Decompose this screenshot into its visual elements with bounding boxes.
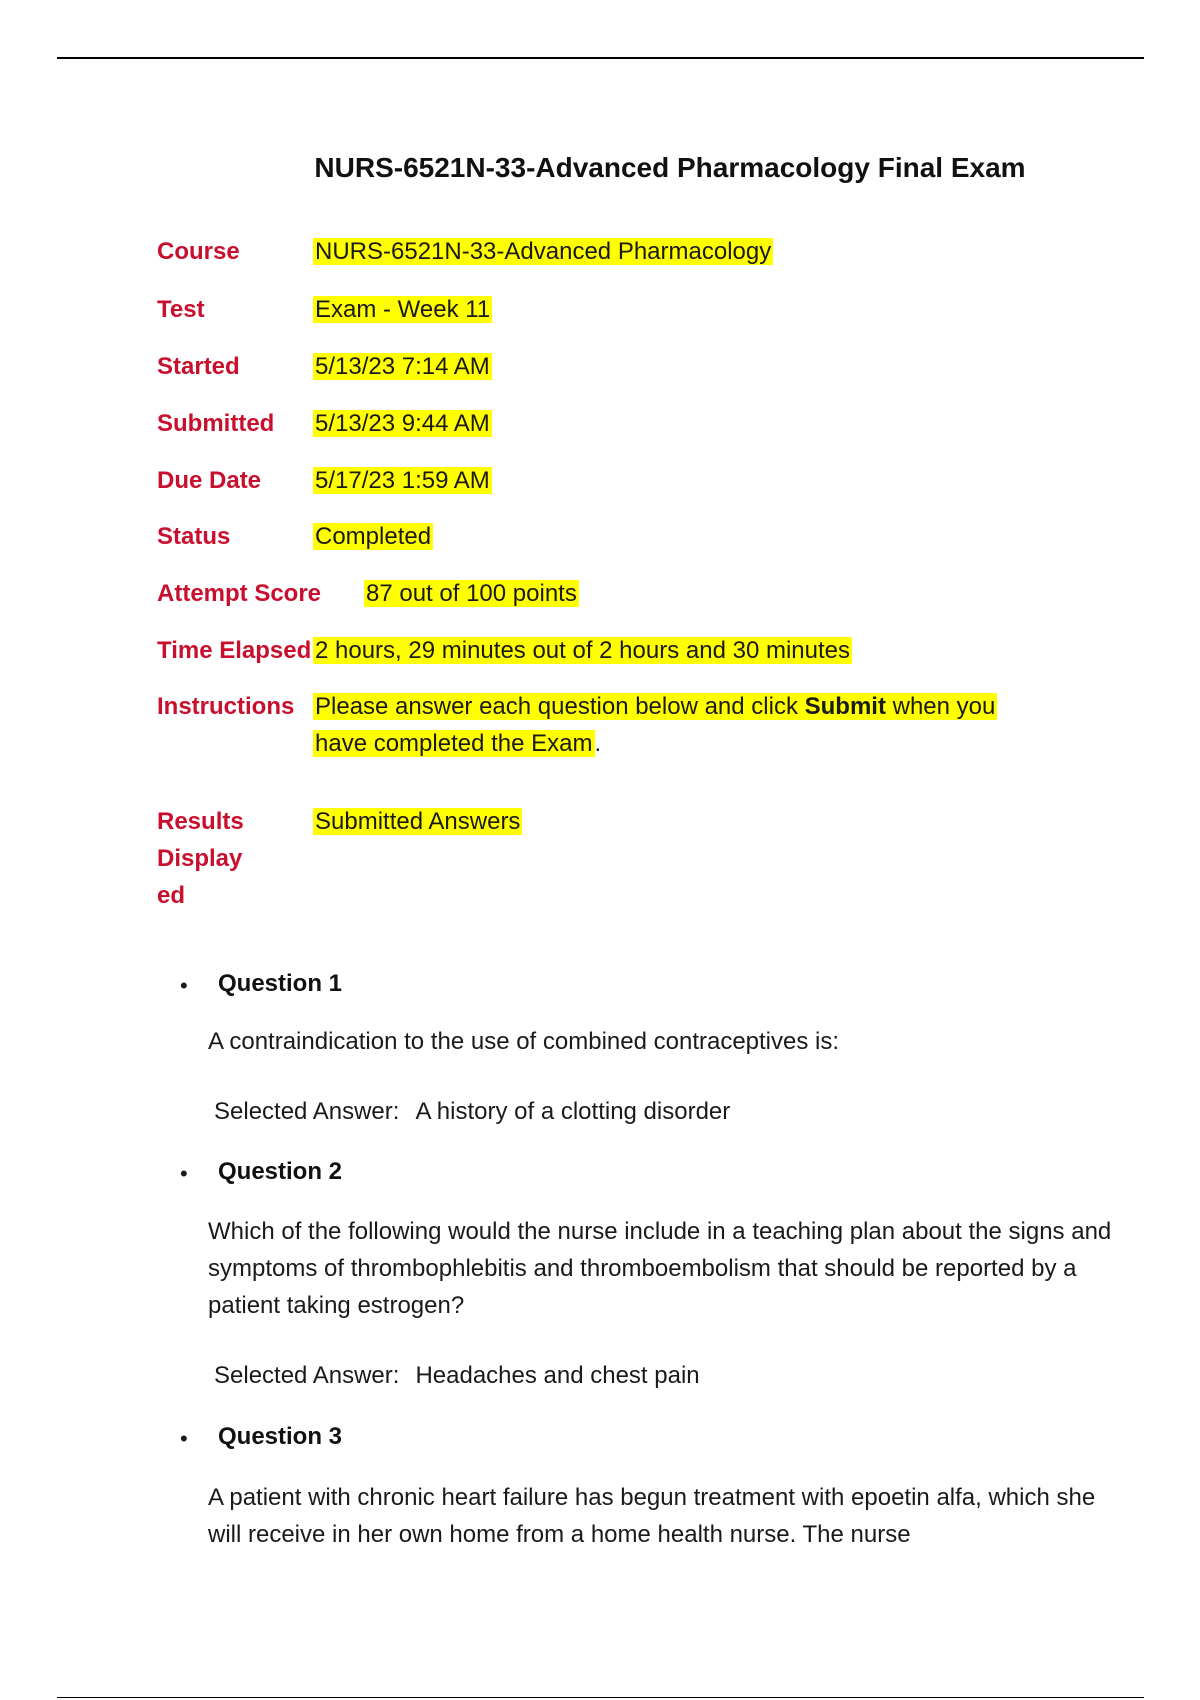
test-label: Test xyxy=(157,296,205,323)
results-displayed-label xyxy=(157,803,244,914)
instructions-period: . xyxy=(594,730,602,757)
question-2-answer-label: Selected Answer: xyxy=(214,1362,400,1389)
course-value-text: NURS-6521N-33-Advanced Pharmacology xyxy=(315,238,772,265)
results-displayed-value-text: Submitted Answers xyxy=(315,808,521,835)
due-date-label: Due Date xyxy=(157,467,262,494)
instructions-label: Instructions xyxy=(157,693,295,720)
question-1-answer xyxy=(214,1098,730,1126)
question-1-title: Question 1 xyxy=(218,970,343,997)
started-value-text: 5/13/23 7:14 AM xyxy=(315,353,490,380)
status-value xyxy=(313,518,433,555)
test-value-text: Exam - Week 11 xyxy=(315,296,491,323)
question-2-answer xyxy=(214,1362,700,1390)
question-1-text: A contraindication to the use of combined contraceptives is: xyxy=(208,1028,840,1055)
started-value xyxy=(313,348,492,385)
question-2-answer-value: Headaches and chest pain xyxy=(415,1362,700,1389)
question-1-answer-value: A history of a clotting disorder xyxy=(415,1098,731,1125)
submitted-value-text: 5/13/23 9:44 AM xyxy=(315,410,490,437)
status-value-text: Completed xyxy=(315,523,432,550)
page-title: NURS-6521N-33-Advanced Pharmacology Final Exam xyxy=(314,152,1026,183)
question-1-bullet: • xyxy=(180,973,188,998)
attempt-score-value-text: 87 out of 100 points xyxy=(366,580,577,607)
started-label: Started xyxy=(157,353,240,380)
time-elapsed-value xyxy=(313,632,852,669)
status-label: Status xyxy=(157,523,231,550)
instructions-line2: have completed the Exam xyxy=(315,730,593,757)
bottom-rule xyxy=(57,1697,1144,1698)
results-label-line3: ed xyxy=(157,882,186,909)
instructions-submit-word: Submit xyxy=(804,693,886,720)
question-3-text: A patient with chronic heart failure has begun treatment with epoetin alfa, which she will receive in her own home from a home health nurse. The nurse xyxy=(208,1484,1096,1548)
due-date-value-text: 5/17/23 1:59 AM xyxy=(315,467,490,494)
results-displayed-value xyxy=(313,803,522,840)
question-3-title: Question 3 xyxy=(218,1423,343,1450)
test-value xyxy=(313,291,492,328)
top-rule xyxy=(57,57,1144,59)
question-2-text: Which of the following would the nurse include in a teaching plan about the signs and symptoms of thrombophlebitis and thromboembolism that should be reported by a patient taking estrogen? xyxy=(208,1218,1112,1319)
instructions-mid: when you xyxy=(885,693,996,720)
instructions-value xyxy=(313,688,1053,762)
instructions-line1 xyxy=(313,693,997,720)
due-date-value xyxy=(313,462,492,499)
course-label: Course xyxy=(157,238,240,265)
attempt-score-label: Attempt Score xyxy=(157,580,322,607)
question-2-title: Question 2 xyxy=(218,1158,343,1185)
submitted-value xyxy=(313,405,492,442)
results-label-line2: Display xyxy=(157,845,243,872)
course-value xyxy=(313,233,773,270)
results-label-line1: Results xyxy=(157,808,244,835)
question-1-answer-label: Selected Answer: xyxy=(214,1098,400,1125)
question-3-bullet: • xyxy=(180,1426,188,1451)
time-elapsed-label: Time Elapsed xyxy=(157,637,312,664)
instructions-pre: Please answer each question below and click xyxy=(315,693,805,720)
time-elapsed-value-text: 2 hours, 29 minutes out of 2 hours and 30 minutes xyxy=(315,637,850,664)
submitted-label: Submitted xyxy=(157,410,275,437)
question-2-bullet: • xyxy=(180,1161,188,1186)
attempt-score-value xyxy=(364,575,579,612)
